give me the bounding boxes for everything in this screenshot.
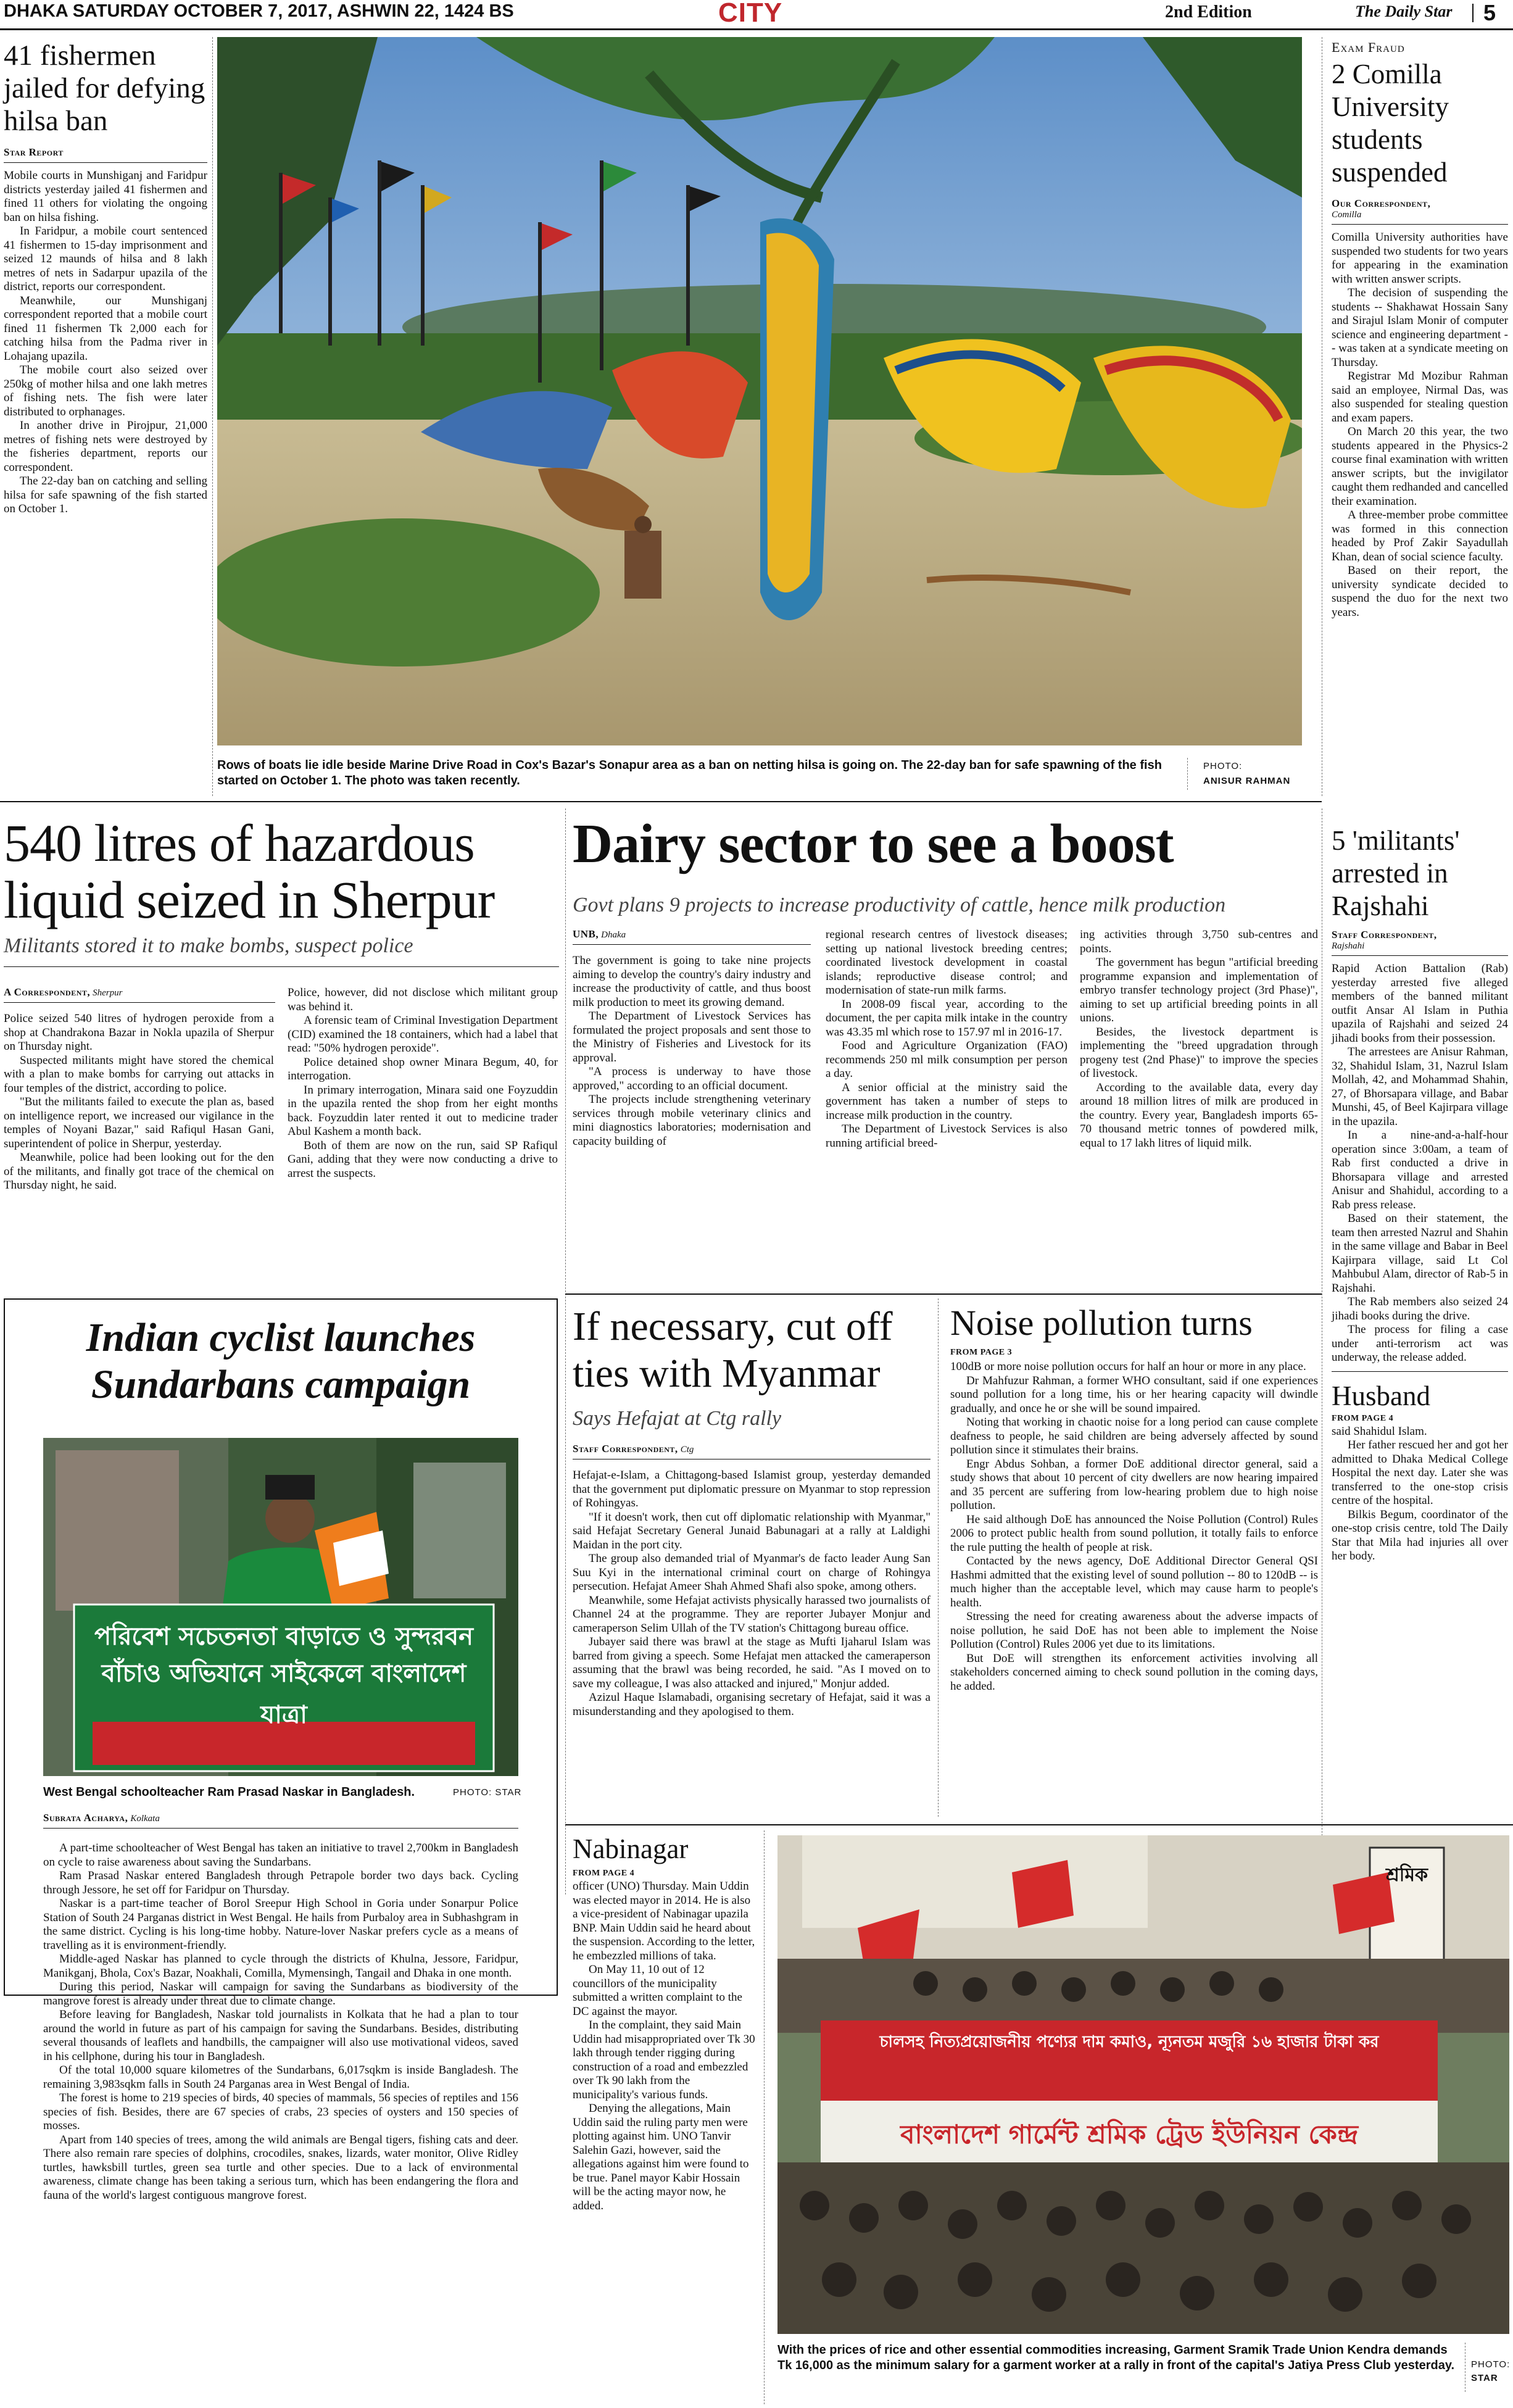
rally-banner-top: চালসহ নিত্যপ্রয়োজনীয় পণ্যের দাম কমাও, ন্যূনতম মজুরি ১৬ হাজার টাকা কর (879, 2033, 1379, 2051)
sherpur-para: A forensic team of Criminal Investigation Department (CID) examined the 18 containers, which had a label that read: "50% hydrogen peroxide". (288, 1014, 558, 1055)
myanmar-para: The group also demanded trial of Myanmar's de facto leader Aung San Suu Kyi in the international criminal court on charge of Rohingya persecution. Hefajat Ameer Shah Ahmed Shafi also spoke, among others. (573, 1552, 931, 1593)
noise-para: Stressing the need for creating awareness about the adverse impacts of noise pollution, he said DoE has not been able to implement the Noise Pollution (Control) Rules 2006 yet due to its limitations. (950, 1610, 1318, 1651)
sherpur-subhead: Militants stored it to make bombs, suspect police (4, 934, 413, 957)
nabinagar-headline: Nabinagar (573, 1833, 689, 1864)
myanmar-para: "If it doesn't work, then cut off diplomatic relationship with Myanmar," said Hefajat Secretary General Junaid Babunagari at a rally at Laldighi Maidan in the port city. (573, 1510, 931, 1551)
cyclist-para: Ram Prasad Naskar entered Bangladesh through Petrapole border two days back. Cycling through Jessore, he set off for Faridpur on Thursday. (43, 1869, 518, 1896)
dairy-para: Food and Agriculture Organization (FAO) recommends 250 ml milk consumption per person a day. (826, 1039, 1067, 1080)
dairy-para: The government is going to take nine projects aiming to develop the country's dairy industry and increase the productivity of cattle, and thus boost milk production to meet its growing demand. (573, 954, 811, 1009)
sherpur-col2 (288, 986, 558, 1181)
sherpur-col1 (4, 1012, 274, 1193)
sherpur-story (4, 815, 559, 971)
husband-body (1332, 1425, 1508, 1564)
sherpur-para: Suspected militants might have stored the chemical with a plan to make bombs for carrying out attacks in four temples of the district, according to police. (4, 1053, 274, 1095)
dairy-para: The projects include strengthening veterinary services through mobile veterinary clinics and mini diagnostics laboratories; modernisation and capacity building of (573, 1093, 811, 1148)
cyclist-banner-line2: বাঁচাও অভিযানে সাইকেলে বাংলাদেশ যাত্রা (101, 1659, 466, 1729)
nabinagar-story (573, 1833, 755, 2213)
comilla-byline-rule (1332, 224, 1508, 225)
dairy-col2 (826, 928, 1067, 1150)
noise-para: But DoE will strengthen its enforcement activities involving all stakeholders concerned aiming to check sound pollution in the coming days, he added. (950, 1651, 1318, 1693)
column-divider (764, 1830, 765, 2404)
dairy-byline: UNB, (573, 928, 599, 940)
paper-name: The Daily Star (1355, 2, 1453, 20)
dairy-byline-rule (573, 944, 811, 945)
cyclist-para: The forest is home to 219 species of birds, 40 species of mammals, 56 species of reptiles and 156 species of fish. Besides, there are 67 species of crabs, 23 species of oysters and 150 species of mosses. (43, 2091, 518, 2132)
rajshahi-dateline: Rajshahi (1332, 941, 1365, 951)
nabinagar-para: On May 11, 10 out of 12 councillors of the municipality submitted a written complaint to the DC against the mayor. (573, 1963, 742, 2018)
row-rule (0, 801, 1322, 802)
hilsa-body (4, 169, 207, 517)
rajshahi-end-rule (1332, 1371, 1508, 1372)
hilsa-para: In Faridpur, a mobile court sentenced 41 fishermen to 15-day imprisonment and seized 12 maunds of hilsa and 8 lakh metres of nets in Sadarpur upazila of the district, reports our correspondent. (4, 225, 207, 293)
sherpur-para: Police seized 540 litres of hydrogen peroxide from a shop at Chandrakona Bazar in Nokla upazila of Sherpur on Thursday night. (4, 1012, 274, 1053)
dateline-text: DHAKA SATURDAY OCTOBER 7, 2017, ASHWIN 22, 1424 BS (4, 1, 514, 21)
cyclist-para: Naskar is a part-time teacher of Borol Sreepur High School in Goria under Sonarpur Police Station of South 24 Parganas district in West Bengal. He hails from Purbaloy area in Subhashgram in the same district. Cycling is his long-time hobby. Nature-lover Naskar prefers cycle as a means of travelling as it is environment-friendly. (43, 1897, 518, 1952)
cyclist-byline-rule (43, 1828, 518, 1829)
husband-headline: Husband (1332, 1380, 1430, 1411)
comilla-para: Based on their report, the university syndicate decided to suspend the duo for the next two years. (1332, 564, 1508, 619)
hilsa-para: The mobile court also seized over 250kg of mother hilsa and one lakh metres of fishing nets. The fish were later distributed to orphanages. (4, 363, 207, 418)
cyclist-para: Middle-aged Naskar has planned to cycle through the districts of Khulna, Jessore, Faridpur, Manikganj, Bhola, Cox's Bazar, Noakhali, Comilla, Mymensingh, Tangail and Dhaka in one month. (43, 1953, 518, 1980)
comilla-para: A three-member probe committee was formed in this connection headed by Prof Zakir Sayadullah Khan, dean of social science faculty. (1332, 509, 1508, 563)
dairy-para: The government has begun "artificial breeding programme expansion and implementation of embryo transfer technology project (3rd Phase)", aiming to set up artificial breeding points in all unions. (1080, 956, 1318, 1024)
hilsa-byline-rule (4, 162, 207, 163)
cyclist-headline: Indian cyclist launches Sundarbans campaign (86, 1315, 476, 1407)
nabinagar-para: officer (UNO) Thursday. Main Uddin was elected mayor in 2014. He is also a vice-president of Nabinagar upazila BNP. Main Uddin said he heard about the suspension. According to the letter, he embezzled millions of taka. (573, 1880, 755, 1962)
cyclist-photo (43, 1438, 518, 1776)
hilsa-byline: Star Report (4, 146, 64, 158)
myanmar-dateline: Ctg (680, 1445, 694, 1455)
rajshahi-para: The arrestees are Anisur Rahman, 32, Shahidul Islam, 31, Nazrul Islam Mollah, 42, and Mohammad Shahin, 27, of Bhorsapara village, and Babar Munshi, 45, of Beel Kajirpara village in the upazila. (1332, 1045, 1508, 1128)
comilla-para: Registrar Md Mozibur Rahman said an employee, Nirmal Das, was also suspended for stealing question and exam papers. (1332, 370, 1508, 425)
comilla-headline: 2 Comilla University students suspended (1332, 59, 1449, 188)
comilla-body (1332, 231, 1508, 620)
sherpur-rule (4, 966, 559, 967)
dairy-para: A senior official at the ministry said the government has taken a number of steps to increase milk production in the country. (826, 1081, 1067, 1122)
comilla-byline: Our Correspondent, (1332, 197, 1431, 209)
cyclist-para: Before leaving for Bangladesh, Naskar told journalists in Kolkata that he had a plan to tour around the world in future as part of his campaign for saving the Sundarbans. Besides, distributing several thousands of leaflets and handbills, the campaigner will also use motivational videos, saved in his cellphone, during his tour in Bangladesh. (43, 2008, 518, 2063)
comilla-para: The decision of suspending the students -- Shakhawat Hossain Sany and Sirajul Islam Monir of computer science and engineering department -- was taken at a syndicate meeting on Thursday. (1332, 286, 1508, 369)
dairy-byline-row (573, 928, 811, 951)
rajshahi-para: The Rab members also seized 24 jihadi books during the drive. (1332, 1295, 1508, 1322)
noise-headline: Noise pollution turns (950, 1303, 1253, 1343)
dairy-para: regional research centres of livestock diseases; setting up national livestock breeding centres; coordinated livestock development in coastal islands; reproductive disease control; and modernisation of state-run milk farms. (826, 928, 1067, 997)
nabinagar-from-page: FROM PAGE 4 (573, 1869, 635, 1878)
myanmar-body (573, 1469, 931, 1719)
dairy-dateline: Dhaka (601, 930, 626, 940)
rajshahi-para: Based on their statement, the team then arrested Nazrul and Shahin in the same village and Babar in Beel Kajirpara village, said Lt Col Mahbubul Alam, director of Rab-5 in Rajshahi. (1332, 1212, 1508, 1295)
boats-photo (217, 37, 1302, 745)
rally-credit-name: STAR (1471, 2373, 1498, 2383)
noise-para: Noting that working in chaotic noise for a long period can cause complete deafness to people, he said children are being adversely affected by sound pollution since it stimulates their brains. (950, 1416, 1318, 1456)
row-rule (565, 1293, 1322, 1295)
section-label: CITY (718, 0, 783, 28)
edition-label: 2nd Edition (1165, 2, 1252, 22)
sherpur-headline: 540 litres of hazardous liquid seized in Sherpur (4, 813, 495, 929)
boats-credit-name: ANISUR RAHMAN (1203, 776, 1291, 786)
sherpur-para: Meanwhile, police had been looking out for the den of the militants, and finally got trace of the chemical on Thursday night, he said. (4, 1151, 274, 1192)
rajshahi-byline-rule (1332, 955, 1508, 956)
dairy-para: ing activities through 3,750 sub-centres and points. (1080, 928, 1318, 955)
dairy-para: The Department of Livestock Services has formulated the project proposals and sent those to the Ministry of Fisheries and Livestock for its approval. (573, 1010, 811, 1065)
hilsa-story (4, 39, 207, 517)
dateline (4, 1, 514, 22)
rally-placard: শ্রমিক (1385, 1864, 1428, 1886)
myanmar-para: Jubayer said there was brawl at the stage as Mufti Ijaharul Islam was barred from giving a speech. Some Hefajat men attacked the cameraperson assuming that the brawl was being recorded, he said. "As I moved on to save my colleague, I was also attacked and injured," Monjur added. (573, 1635, 931, 1690)
husband-para: Her father rescued her and got her admitted to Dhaka Medical College Hospital the next day. Later she was transferred to the one-stop crisis centre of the hospital. (1332, 1439, 1508, 1507)
comilla-kicker: Exam Fraud (1332, 39, 1405, 55)
noise-para: Contacted by the news agency, DoE Additional Director General QSI Hashmi admitted that the existing level of sound pollution -- 80 to 120dB -- is much higher than the acceptable level, which may cause harm to people's health. (950, 1555, 1318, 1609)
rajshahi-byline: Staff Correspondent, (1332, 929, 1437, 940)
cyclist-credit: PHOTO: STAR (453, 1787, 522, 1798)
cyclist-caption: West Bengal schoolteacher Ram Prasad Naskar in Bangladesh. (43, 1785, 415, 1799)
cyclist-byline: Subrata Acharya, (43, 1812, 128, 1824)
nabinagar-para: In the complaint, they said Main Uddin had misappropriated over Tk 30 lakh through tender rigging during construction of a road and embezzled over Tk 90 lakh from the municipality's various funds. (573, 2019, 755, 2101)
dairy-para: In 2008-09 fiscal year, according to the document, the per capita milk intake in the country was 43.35 ml which rose to 157.97 ml in 2016-17. (826, 997, 1067, 1039)
sherpur-byline-rule (4, 1002, 275, 1003)
nabinagar-body (573, 1880, 755, 2213)
rally-banner-main: বাংলাদেশ গার্মেন্ট শ্রমিক ট্রেড ইউনিয়ন কেন্দ্র (900, 2119, 1358, 2149)
sherpur-para: Both of them are now on the run, said SP Rafiqul Gani, adding that they were now conducting a drive to arrest the suspects. (288, 1139, 558, 1180)
comilla-para: Comilla University authorities have suspended two students for two years for appearing in the examination with written answer scripts. (1332, 231, 1508, 286)
sherpur-byline-row (4, 986, 275, 1009)
page-number: 5 (1483, 0, 1496, 25)
rajshahi-headline: 5 'militants' arrested in Rajshahi (1332, 825, 1460, 921)
row-rule (565, 1824, 1513, 1825)
hilsa-para: The 22-day ban on catching and selling hilsa for safe spawning of the fish started on October 1. (4, 475, 207, 515)
dairy-headline: Dairy sector to see a boost (573, 813, 1174, 874)
cyclist-byline-row (43, 1812, 518, 1833)
hilsa-para: In another drive in Pirojpur, 21,000 metres of fishing nets were destroyed by the fisheries department, reports our correspondent. (4, 419, 207, 474)
page-number-divider (1472, 4, 1474, 22)
husband-from-page: FROM PAGE 4 (1332, 1413, 1394, 1423)
hilsa-para: Meanwhile, our Munshiganj correspondent reported that a mobile court fined 11 fishermen Tk 2,000 each for catching hilsa from the Padma river in Lohajang upazila. (4, 294, 207, 363)
comilla-story (1332, 39, 1508, 620)
dairy-col3 (1080, 928, 1318, 1150)
dairy-subhead: Govt plans 9 projects to increase productivity of cattle, hence milk production (573, 894, 1226, 916)
husband-para: Bilkis Begum, coordinator of the one-stop crisis centre, told The Daily Star that Mila had injuries all over her body. (1332, 1508, 1508, 1563)
myanmar-byline-row (573, 1443, 931, 1466)
noise-para: He said although DoE has announced the Noise Pollution (Control) Rules 2006 to protect public health from sound pollution, it totally fails to enforce the rule putting the health of people at risk. (950, 1513, 1318, 1554)
dairy-para: According to the available data, every day around 18 million litres of milk are produced in the country. Every year, Bangladesh imports 65-70 thousand metric tonnes of powdered milk, equal to 17 lakh litres of liquid milk. (1080, 1081, 1318, 1150)
cyclist-para: A part-time schoolteacher of West Bengal has taken an initiative to travel 2,700km in Bangladesh on cycle to raise awareness about saving the Sundarbans. (43, 1841, 518, 1869)
column-divider (938, 1298, 939, 1817)
rally-caption: With the prices of rice and other essential commodities increasing, Garment Sramik Trade Union Kendra demands Tk 16,000 as the minimum salary for a garment worker at a rally in front of the capital's Jatiya Press Club yesterday. (777, 2343, 1455, 2372)
noise-para: Engr Abdus Sohban, a former DoE additional director general, said a study shows that about 10 percent of city dwellers are now hearing impaired and 35 percent are suffering from low-hearing problem due to high noise pollution. (950, 1457, 1318, 1512)
rajshahi-para: The process for filing a case under anti-terrorism act was underway, the release added. (1332, 1323, 1508, 1364)
rally-photo (777, 1835, 1509, 2334)
myanmar-subhead: Says Hefajat at Ctg rally (573, 1407, 782, 1430)
hilsa-para: Mobile courts in Munshiganj and Faridpur districts yesterday jailed 41 fishermen and fined 11 others for violating the ongoing ban on hilsa fishing. (4, 169, 207, 224)
rajshahi-body (1332, 962, 1508, 1365)
noise-from-page: FROM PAGE 3 (950, 1348, 1013, 1357)
comilla-para: On March 20 this year, the two students appeared in the Physics-2 course final examination with written answer scripts, but the invigilator caught them redhanded and cancelled their examination. (1332, 425, 1508, 508)
cyclist-para: Of the total 10,000 square kilometres of the Sundarbans, 6,017sqkm is inside Bangladesh. The remaining 3,983sqkm falls in South 24 Parganas area in West Bengal of India. (43, 2064, 518, 2091)
noise-para: Dr Mahfuzur Rahman, a former WHO consultant, said if one experiences sound pollution for a long time, his or her hearing capacity will dwindle gradually, and once he or she will be sound impaired. (950, 1374, 1318, 1415)
husband-para: said Shahidul Islam. (1332, 1424, 1427, 1438)
cyclist-para: Apart from 140 species of trees, among the wild animals are Bengal tigers, fishing cats and deer. There also remain rare species of dolphins, crocodiles, snakes, lizards, water monitor, Olive Ridley turtles, hawksbill turtles, green sea turtle and other species. Due to a lack of environmental awareness, climate change has been taking a serious turn, which has been endangering the flora and fauna of the world's largest contiguous mangrove forest. (43, 2133, 518, 2202)
myanmar-para: Meanwhile, some Hefajat activists physically harassed two journalists of Channel 24 at the programme. They are reporter Jubayer Monjur and cameraperson Selim Ullah of the TV station's Chittagong bureau office. (573, 1593, 931, 1635)
dairy-col1 (573, 954, 811, 1148)
dairy-para: "A process is underway to have those approved," according to an official document. (573, 1065, 811, 1092)
rajshahi-story (1332, 824, 1508, 1564)
sherpur-byline: A Correspondent, (4, 986, 91, 998)
noise-para: 100dB or more noise pollution occurs for half an hour or more in any place. (950, 1360, 1306, 1373)
sherpur-para: In primary interrogation, Minara said one Foyzuddin in the upazila rented the shop from her eight months back. Foyzuddin later rented it out to medicine trader Abul Kashem a month back. (288, 1083, 558, 1138)
rally-credit-label: PHOTO: (1471, 2359, 1511, 2370)
myanmar-para: Azizul Haque Islamabadi, organising secretary of Hefajat, said it was a misunderstanding and they apologised to them. (573, 1691, 931, 1718)
sherpur-para: Police, however, did not disclose which militant group was behind it. (288, 986, 558, 1013)
comilla-dateline: Comilla (1332, 210, 1362, 220)
rajshahi-para: In a nine-and-a-half-hour operation since 3:00am, a team of Rab first conducted a drive in Bhorsapara village and arrested Anisur and Shahidul, according to a Rab press release. (1332, 1129, 1508, 1211)
myanmar-para: Hefajat-e-Islam, a Chittagong-based Islamist group, yesterday demanded that the government put diplomatic pressure on Myanmar to stop repression of Rohingyas. (573, 1469, 931, 1509)
rajshahi-para: Rapid Action Battalion (Rab) yesterday arrested five alleged members of the banned militant outfit Ansar Al Islam in Puthia upazila of Rajshahi and seized 24 jihadi books from their possession. (1332, 962, 1508, 1045)
hilsa-headline: 41 fishermen jailed for defying hilsa ban (4, 39, 205, 137)
boats-caption: Rows of boats lie idle beside Marine Drive Road in Cox's Bazar's Sonapur area as a ban on netting hilsa is going on. The 22-day ban for safe spawning of the fish started on October 1. The photo was taken recently. (217, 758, 1162, 787)
noise-body (950, 1360, 1318, 1693)
myanmar-headline: If necessary, cut off ties with Myanmar (573, 1304, 893, 1396)
dairy-para: Besides, the livestock department is implementing the "breed upgradation through progeny test (2nd Phase)" to improve the species of livestock. (1080, 1025, 1318, 1080)
cyclist-para: During this period, Naskar will campaign for saving the Sundarbans as biodiversity of the mangrove forest is already under threat due to climate change. (43, 1980, 518, 2007)
myanmar-byline: Staff Correspondent, (573, 1443, 678, 1455)
cyclist-banner-line1: পরিবেশ সচেতনতা বাড়াতে ও সুন্দরবন (94, 1622, 474, 1651)
column-divider (212, 37, 213, 796)
boats-credit-label: PHOTO: (1203, 761, 1243, 771)
nabinagar-para: Denying the allegations, Main Uddin said the ruling party men were plotting against him. UNO Tanvir Salehin Gazi, however, said the allegations against him were found to be true. Panel mayor Kabir Hossain will be the acting mayor now, he added. (573, 2102, 749, 2212)
masthead-rule (0, 28, 1513, 30)
cyclist-body (43, 1841, 518, 2202)
sherpur-para: "But the militants failed to execute the plan as, based on intelligence report, we increased our vigilance in the temples of Noyani Bazar," said Rafiqul Hasan Gani, superintendent of police in Sherpur, yesterday. (4, 1095, 274, 1150)
cyclist-dateline: Kolkata (130, 1814, 160, 1824)
caption-divider (1187, 758, 1188, 790)
dairy-para: The Department of Livestock Services is also running artificial breed- (826, 1123, 1067, 1150)
sherpur-dateline: Sherpur (93, 988, 123, 998)
sherpur-para: Police detained shop owner Minara Begum, 40, for interrogation. (288, 1055, 558, 1082)
column-divider (565, 808, 566, 1895)
